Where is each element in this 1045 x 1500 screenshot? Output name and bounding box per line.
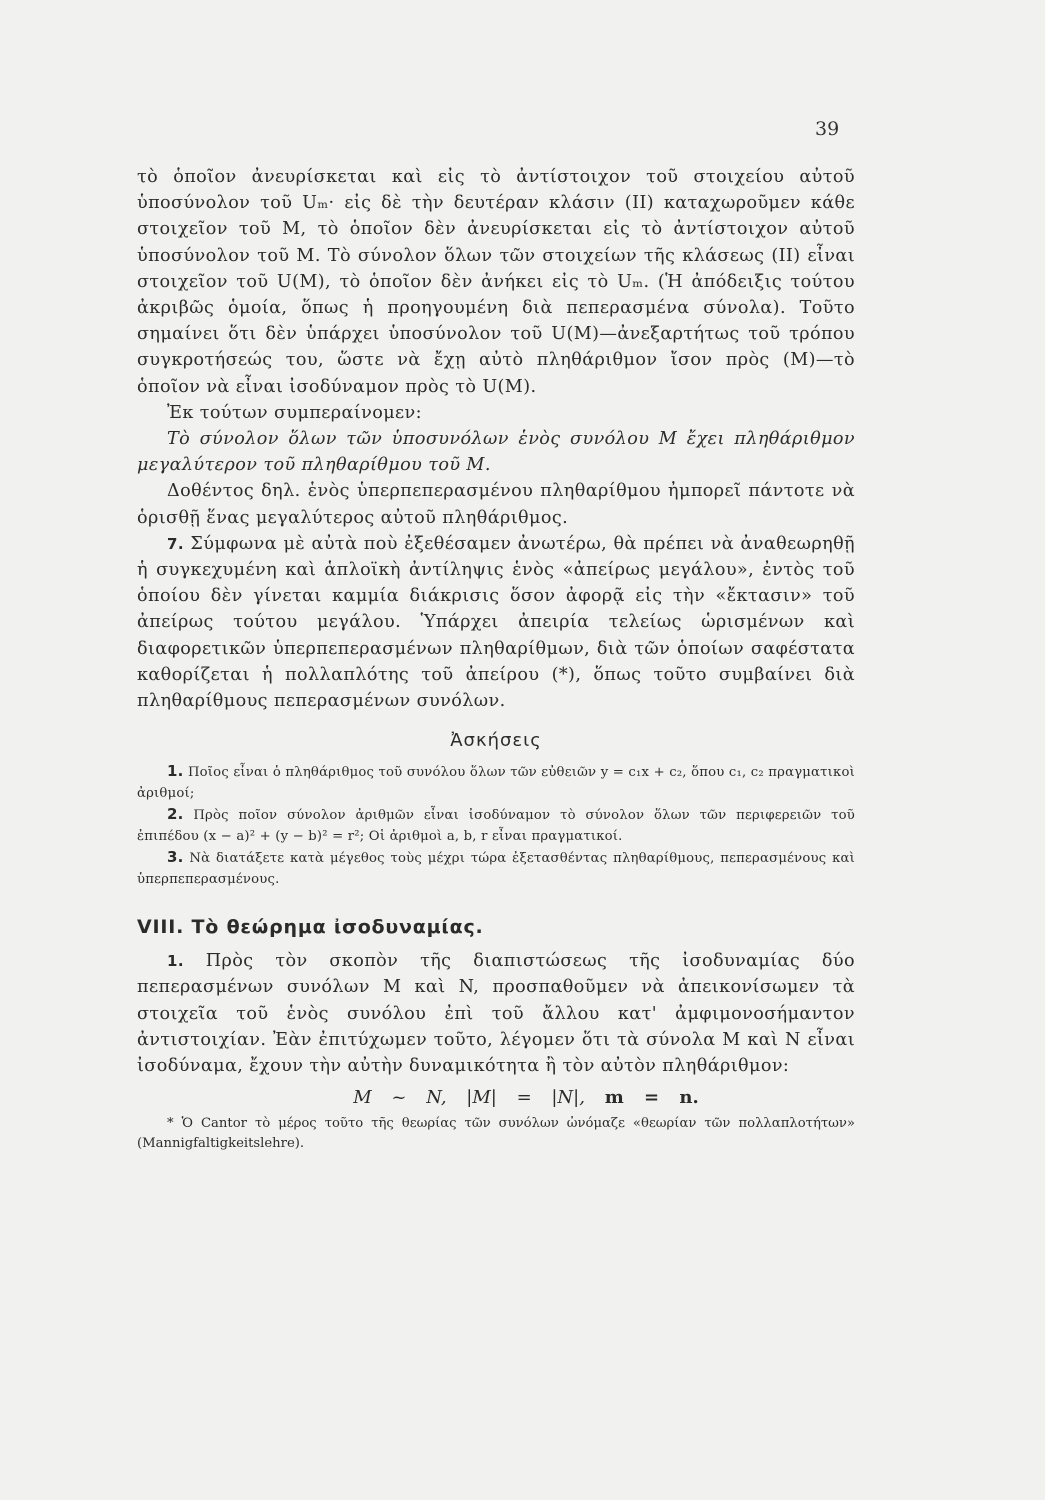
section-number: 1. <box>167 952 184 971</box>
formula-part: M ~ N, <box>353 1087 447 1109</box>
paragraph-continuation: τὸ ὁποῖον ἀνευρίσκεται καὶ εἰς τὸ ἀντίστοιχον τοῦ στοιχείου αὐτοῦ ὑποσύνολον τοῦ Uₘ· εἰς δὲ τὴν δευτέραν κλάσιν (II) καταχωροῦμεν κάθε στοιχεῖον τοῦ M, τὸ ὁποῖον δὲν ἀνευρίσκεται εἰς τὸ ἀντίστοιχον αὐτοῦ ὑποσύνολον τοῦ M. Τὸ σύνολον ὅλων τῶν στοιχείων τῆς κλάσεως (II) εἶναι στοιχεῖον τοῦ U(M), τὸ ὁποῖον δὲν ἀνήκει εἰς τὸ Uₘ. (Ἡ ἀπόδειξις τούτου ἀκριβῶς ὁμοία, ὅπως ἡ προηγουμένη διὰ πεπερασμένα σύνολα). Τοῦτο σημαίνει ὅτι δὲν ὑπάρχει ὑποσύνολον τοῦ U(M)—ἀνεξαρτήτως τοῦ τρόπου συγκροτήσεώς του, ὥστε νὰ ἔχῃ αὐτὸ πληθάριθμον ἴσον πρὸς (M)—τὸ ὁποῖον νὰ εἶναι ἰσοδύναμον πρὸς τὸ U(M). <box>137 167 855 397</box>
page-content <box>137 164 855 1154</box>
equivalence-formula <box>197 1087 855 1108</box>
page-number: 39 <box>815 118 840 140</box>
exercise-item <box>137 804 855 847</box>
paragraph-section-7 <box>137 531 855 714</box>
chapter-1-text: Πρὸς τὸν σκοπὸν τῆς διαπιστώσεως τῆς ἰσοδυναμίας δύο πεπερασμένων συνόλων M καὶ N, προσπαθοῦμεν νὰ ἀπεικονίσωμεν τὰ στοιχεῖα τοῦ ἑνὸς συνόλου ἐπὶ τοῦ ἄλλου κατ' ἀμφιμονοσήμαντον ἀντιστοιχίαν. Ἐὰν ἐπιτύχωμεν τοῦτο, λέγομεν ὅτι τὰ σύνολα M καὶ N εἶναι ἰσοδύναμα, ἔχουν τὴν αὐτὴν δυναμικότητα ἢ τὸν αὐτὸν πληθάριθμον: <box>137 951 855 1077</box>
paragraph-consequence: Δοθέντος δηλ. ἑνὸς ὑπερπεπερασμένου πληθαρίθμου ἠμπορεῖ πάντοτε νὰ ὁρισθῇ ἕνας μεγαλύτερος αὐτοῦ πληθάριθμος. <box>137 481 855 528</box>
formula-part: m = n. <box>604 1087 699 1109</box>
exercises-heading: Ἀσκήσεις <box>450 730 542 752</box>
exercise-item <box>137 847 855 890</box>
exercise-item <box>137 761 855 804</box>
exercise-text: Νὰ διατάξετε κατὰ μέγεθος τοὺς μέχρι τώρα ἐξετασθέντας πληθαρίθμους, πεπερασμένους καὶ ὑπερπεπερασμένους. <box>137 851 855 887</box>
theorem-statement: Τὸ σύνολον ὅλων τῶν ὑποσυνόλων ἑνὸς συνόλου M ἔχει πληθάριθμον μεγαλύτερον τοῦ πληθαρίθμου τοῦ M. <box>137 429 855 476</box>
section-7-text: Σύμφωνα μὲ αὐτὰ ποὺ ἐξεθέσαμεν ἀνωτέρω, θὰ πρέπει νὰ ἀναθεωρηθῇ ἡ συγκεχυμένη καὶ ἁπλοϊκὴ ἀντίληψις ἑνὸς «ἀπείρως μεγάλου», ἐντὸς τοῦ ὁποίου δὲν γίνεται καμμία διάκρισις ὅσον ἀφορᾷ εἰς τὴν «ἔκτασιν» τοῦ ἀπείρως τούτου μεγάλου. Ὑπάρχει ἀπειρία τελείως ὡρισμένων καὶ διαφορετικῶν ὑπερπεπερασμένων πληθαρίθμων, διὰ τῶν ὁποίων σαφέστατα καθορίζεται ἡ πολλαπλότης τοῦ ἀπείρου (*), ὅπως τοῦτο συμβαίνει διὰ πληθαρίθμους πεπερασμένων συνόλων. <box>137 533 856 712</box>
exercise-number: 2. <box>167 805 184 824</box>
paragraph-conclusion-intro: Ἐκ τούτων συμπεραίνομεν: <box>167 402 422 423</box>
exercise-text: Ποῖος εἶναι ὁ πληθάριθμος τοῦ συνόλου ὅλων τῶν εὐθειῶν y = c₁x + c₂, ὅπου c₁, c₂ πραγματικοὶ ἀριθμοί; <box>137 765 855 801</box>
footnote: * Ὁ Cantor τὸ μέρος τοῦτο τῆς θεωρίας τῶν συνόλων ὠνόμαζε «θεωρίαν τῶν πολλαπλοτήτων» (Mannigfaltigkeitslehre). <box>137 1116 855 1152</box>
exercise-number: 3. <box>167 848 184 867</box>
formula-part: |M| = |N|, <box>466 1087 585 1109</box>
chapter-heading: VIII. Τὸ θεώρημα ἰσοδυναμίας. <box>137 916 484 939</box>
section-number: 7. <box>167 534 184 553</box>
paragraph-chapter-1 <box>137 948 855 1079</box>
exercise-number: 1. <box>167 762 184 781</box>
exercise-text: Πρὸς ποῖον σύνολον ἀριθμῶν εἶναι ἰσοδύναμον τὸ σύνολον ὅλων τῶν περιφερειῶν τοῦ ἐπιπέδου (x − a)² + (y − b)² = r²; Οἱ ἀριθμοὶ a, b, r εἶναι πραγματικοί. <box>137 808 855 844</box>
